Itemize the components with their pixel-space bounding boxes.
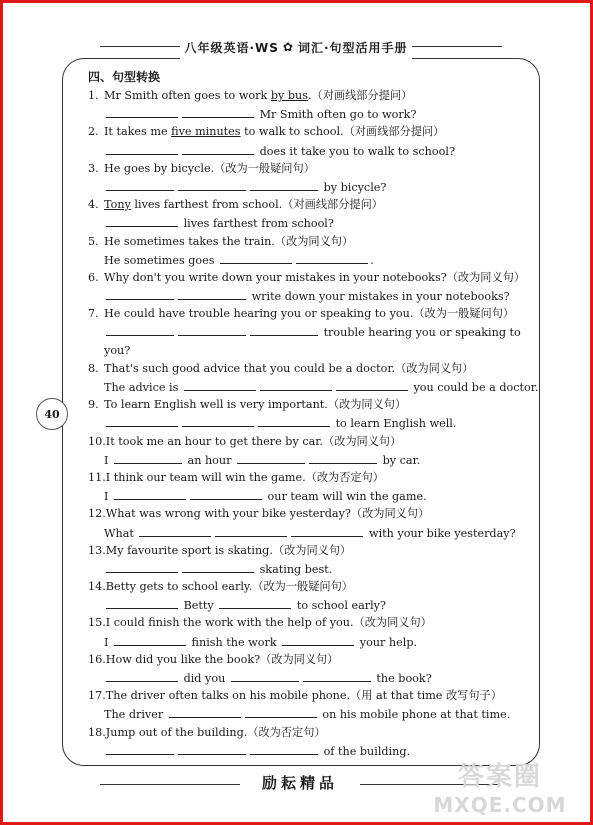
answer-blank[interactable]: [296, 251, 368, 264]
answer-line-text: Mr Smith often go to work?: [259, 108, 417, 122]
exercise-item-9: [88, 396, 538, 432]
answer-line-text: the book?: [376, 672, 432, 685]
answer-blank[interactable]: [106, 596, 178, 609]
answer-blank[interactable]: [184, 378, 256, 391]
question-text: Betty gets to school early.（改为一般疑问句）: [105, 580, 353, 594]
underlined-part: five minutes: [171, 125, 241, 139]
answer-blank[interactable]: [106, 669, 178, 682]
footer-brand: 励耘精品: [261, 774, 338, 792]
answer-line-text: lives farthest from school?: [183, 217, 334, 231]
answer-blank[interactable]: [258, 414, 330, 427]
answer-blank[interactable]: [250, 323, 318, 336]
exercise-item-2: [88, 123, 538, 159]
answer-line-text: to learn English well.: [335, 417, 457, 431]
answer-line-text: on his mobile phone at that time.: [322, 708, 511, 722]
header-rule-left: [100, 46, 180, 47]
answer-line-text: I: [104, 453, 109, 467]
answer-line-text: does it take you to walk to school?: [259, 144, 455, 158]
answer-blank[interactable]: [220, 251, 292, 264]
answer-blank[interactable]: [178, 287, 246, 300]
exercise-item-11: [88, 469, 538, 505]
answer-line-text: What: [104, 526, 134, 540]
page-header: [180, 30, 412, 64]
answer-blank[interactable]: [114, 487, 186, 500]
answer-blank[interactable]: [106, 142, 178, 155]
watermark-logo: [425, 756, 575, 817]
item-number: 16.: [88, 652, 106, 666]
header-rule-right: [412, 46, 502, 47]
question-text: It takes me: [104, 125, 172, 139]
exercise-item-4: [88, 196, 538, 232]
question-text: That's such good advice that you could be a doctor.（改为同义句）: [104, 361, 474, 375]
section-title: 四、句型转换: [88, 70, 161, 84]
item-number: 2.: [88, 125, 99, 139]
answer-blank[interactable]: [106, 560, 178, 573]
item-number: 14.: [88, 580, 106, 594]
question-text: He sometimes takes the train.（改为同义句）: [104, 234, 354, 248]
item-number: 15.: [88, 616, 106, 630]
item-number: 11.: [88, 470, 106, 484]
watermark-zh: 答案圈: [457, 762, 542, 792]
answer-blank[interactable]: [260, 378, 332, 391]
answer-line-text: .: [370, 253, 374, 267]
answer-blank[interactable]: [178, 178, 246, 191]
answer-blank[interactable]: [190, 487, 262, 500]
answer-line-text: to school early?: [296, 599, 386, 613]
question-text: How did you like the book?（改为同义句）: [105, 652, 339, 666]
answer-blank[interactable]: [178, 323, 246, 336]
answer-blank[interactable]: [106, 105, 178, 118]
answer-line-text: I: [104, 490, 109, 504]
answer-blank[interactable]: [106, 742, 174, 755]
item-number: 18.: [88, 725, 106, 739]
answer-blank[interactable]: [182, 414, 254, 427]
question-text: It took me an hour to get there by car.（改为同义句）: [105, 434, 402, 448]
answer-line-text: your help.: [359, 635, 418, 649]
answer-line-text: with your bike yesterday?: [369, 526, 516, 540]
exercise-item-15: [88, 614, 538, 650]
answer-line-text: you?: [104, 343, 131, 357]
answer-line-text: The driver: [104, 708, 164, 722]
answer-line-text: our team will win the game.: [267, 490, 427, 504]
answer-blank[interactable]: [282, 633, 354, 646]
exercise-item-1: [88, 87, 538, 123]
answer-blank[interactable]: [182, 142, 254, 155]
answer-line-text: by car.: [382, 453, 421, 467]
item-number: 9.: [88, 398, 99, 412]
answer-blank[interactable]: [114, 451, 182, 464]
item-number: 8.: [88, 361, 99, 375]
exercise-item-13: [88, 542, 538, 578]
question-text: I could finish the work with the help of you.（改为同义句）: [105, 616, 432, 630]
question-text: He goes by bicycle.（改为一般疑问句）: [104, 161, 315, 175]
header-left-text: 八年级英语·WS: [184, 40, 279, 55]
answer-blank[interactable]: [106, 414, 178, 427]
answer-blank[interactable]: [178, 742, 246, 755]
answer-blank[interactable]: [250, 178, 318, 191]
exercise-item-14: [88, 578, 538, 614]
answer-line-text: Betty: [183, 599, 214, 613]
underlined-part: Tony: [104, 198, 131, 212]
question-instruction: lives farthest from school.（对画线部分提问）: [130, 198, 383, 212]
exercise-item-18: [88, 724, 538, 760]
answer-line-text: of the building.: [323, 744, 411, 758]
answer-blank[interactable]: [250, 742, 318, 755]
answer-blank[interactable]: [114, 633, 186, 646]
answer-blank[interactable]: [182, 560, 254, 573]
question-text: The driver often talks on his mobile phone.（用 at that time 改写句子）: [105, 689, 502, 703]
question-text: Jump out of the building.（改为否定句）: [105, 725, 326, 739]
item-number: 17.: [88, 689, 106, 703]
question-text: To learn English well is very important.（改为同义句）: [104, 398, 407, 412]
answer-blank[interactable]: [309, 451, 377, 464]
item-number: 7.: [88, 307, 99, 321]
page-number: 40: [36, 398, 68, 430]
answer-line-text: finish the work: [191, 635, 277, 649]
exercise-item-16: [88, 651, 538, 687]
exercise-item-10: [88, 433, 538, 469]
answer-line-text: skating best.: [259, 562, 333, 576]
answer-line-text: you could be a doctor.: [413, 381, 539, 394]
answer-line-text: an hour: [187, 453, 232, 467]
answer-blank[interactable]: [139, 524, 211, 537]
answer-blank[interactable]: [215, 524, 287, 537]
answer-blank[interactable]: [237, 451, 305, 464]
question-instruction: to walk to school.（对画线部分提问）: [240, 125, 445, 139]
item-number: 3.: [88, 161, 99, 175]
exercise-item-6: [88, 269, 538, 305]
watermark-en: MXQE.COM: [433, 793, 567, 817]
underlined-part: by bus: [270, 89, 308, 102]
exercise-item-3: [88, 160, 538, 196]
item-number: 12.: [88, 507, 106, 521]
item-number: 13.: [88, 543, 106, 557]
answer-blank[interactable]: [106, 178, 174, 191]
footer-rule-left: [100, 784, 240, 785]
answer-blank[interactable]: [245, 705, 317, 718]
answer-blank[interactable]: [106, 323, 174, 336]
header-separator: ✿: [282, 40, 294, 54]
answer-line-text: by bicycle?: [323, 180, 387, 194]
header-right-text: 词汇·句型活用手册: [297, 40, 408, 55]
item-number: 10.: [88, 434, 106, 448]
exercise-item-5: [88, 233, 538, 269]
question-text: What was wrong with your bike yesterday?（改为同义句）: [105, 507, 430, 521]
item-number: 4.: [88, 198, 99, 212]
exercise-item-17: [88, 687, 538, 723]
item-number: 6.: [88, 270, 99, 284]
answer-blank[interactable]: [231, 669, 299, 682]
question-instruction: .（对画线部分提问）: [307, 89, 413, 102]
answer-line-text: trouble hearing you or speaking to: [323, 326, 521, 340]
answer-blank[interactable]: [182, 105, 254, 118]
question-text: My favourite sport is skating.（改为同义句）: [105, 543, 352, 557]
answer-line-text: The advice is: [104, 381, 179, 394]
question-text: Why don't you write down your mistakes in your notebooks?（改为同义句）: [104, 270, 526, 284]
question-text: Mr Smith often goes to work: [104, 89, 271, 102]
item-number: 5.: [88, 234, 99, 248]
answer-blank[interactable]: [336, 378, 408, 391]
item-number: 1.: [88, 89, 99, 102]
answer-blank[interactable]: [291, 524, 363, 537]
answer-line-text: did you: [183, 672, 226, 685]
answer-blank[interactable]: [106, 214, 178, 227]
answer-line-text: He sometimes goes: [104, 253, 215, 267]
exercise-section: [88, 68, 538, 760]
answer-blank[interactable]: [219, 596, 291, 609]
answer-line-text: write down your mistakes in your notebooks?: [251, 290, 510, 304]
exercise-item-7: [88, 305, 538, 360]
answer-blank[interactable]: [169, 705, 241, 718]
exercise-item-12: [88, 505, 538, 541]
answer-line-text: I: [104, 635, 109, 649]
answer-blank[interactable]: [106, 287, 174, 300]
answer-blank[interactable]: [303, 669, 371, 682]
question-text: I think our team will win the game.（改为否定句）: [105, 470, 384, 484]
exercise-item-8: [88, 360, 538, 396]
question-text: He could have trouble hearing you or speaking to you.（改为一般疑问句）: [104, 307, 515, 321]
